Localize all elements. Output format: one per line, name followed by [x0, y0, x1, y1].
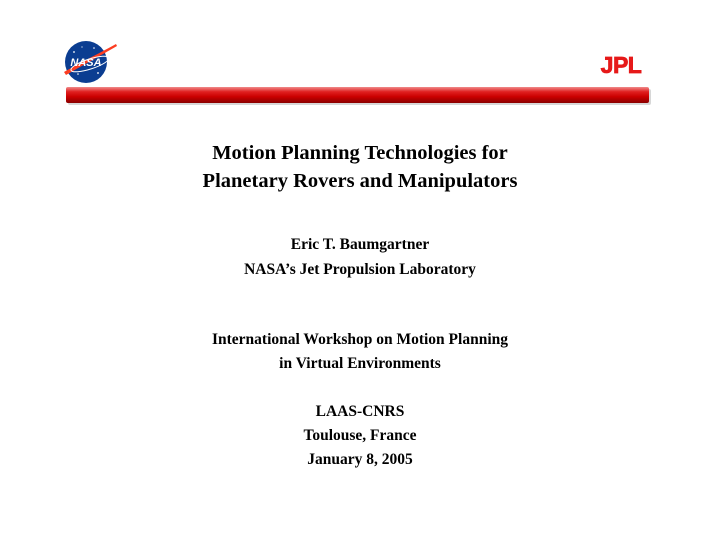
title-line-1: Motion Planning Technologies for — [212, 142, 508, 164]
nasa-meatball-icon — [60, 38, 120, 86]
jpl-logo-text: JPL — [600, 54, 642, 76]
header-accent-bar — [66, 87, 649, 103]
venue: LAAS-CNRS — [315, 403, 405, 420]
slide-title — [0, 139, 720, 195]
event-name-line-2: in Virtual Environments — [279, 355, 441, 372]
jpl-logo — [590, 54, 652, 76]
jpl-logo-icon — [590, 54, 652, 76]
author-name: Eric T. Baumgartner — [290, 236, 430, 253]
nasa-logo-text: NASA — [70, 57, 102, 69]
date: January 8, 2005 — [307, 451, 413, 468]
title-line-2: Planetary Rovers and Manipulators — [202, 170, 518, 192]
location: Toulouse, France — [303, 427, 417, 444]
nasa-logo — [60, 38, 120, 86]
event-name-line-1: International Workshop on Motion Planning — [211, 331, 508, 348]
author-affiliation: NASA’s Jet Propulsion Laboratory — [244, 261, 476, 278]
